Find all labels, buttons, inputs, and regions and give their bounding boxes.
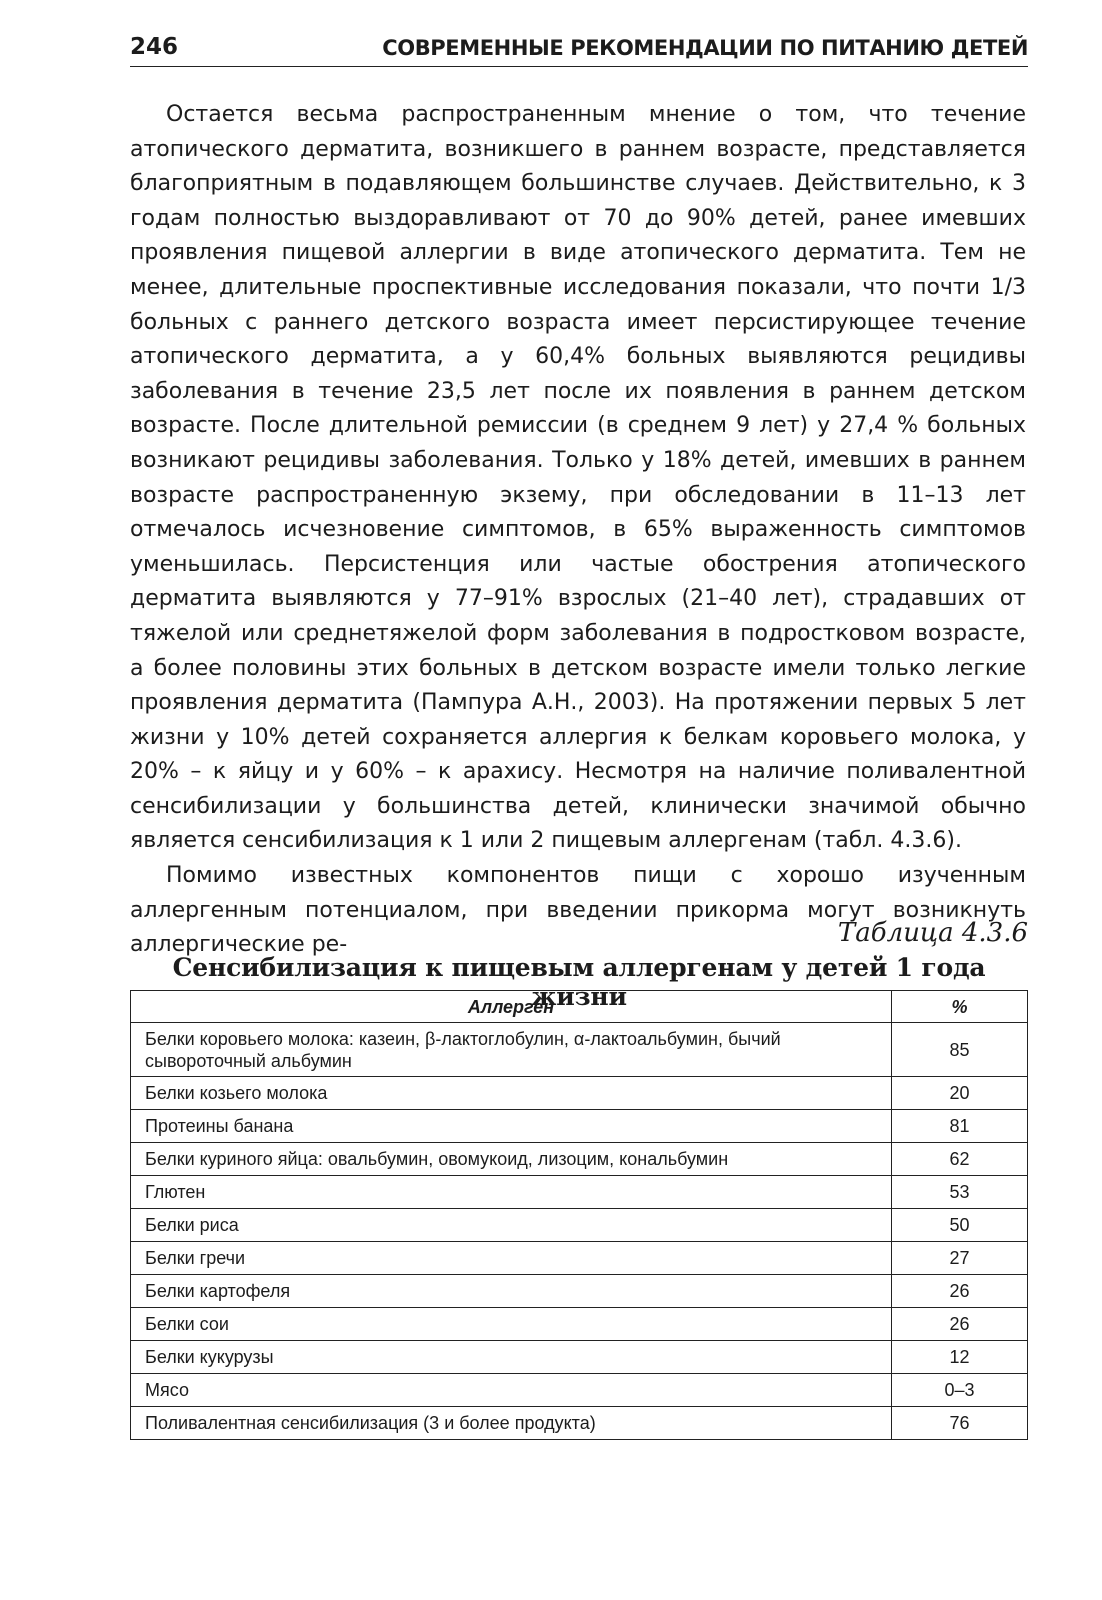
table-header-row [131,991,1028,1023]
percent-cell: 62 [892,1143,1028,1176]
percent-cell: 27 [892,1242,1028,1275]
page-number: 246 [130,34,179,60]
table-row [131,1176,1028,1209]
body-text [130,98,1026,963]
table-title: Сенсибилизация к пищевым аллергенам у детей 1 года жизни [172,953,986,1011]
table-row [131,1143,1028,1176]
percent-cell: 81 [892,1110,1028,1143]
allergen-cell: Поливалентная сенсибилизация (3 и более продукта) [131,1407,892,1440]
percent-cell: 12 [892,1341,1028,1374]
percent-cell: 26 [892,1275,1028,1308]
column-header-allergen: Аллерген [131,991,892,1023]
allergen-cell: Белки кукурузы [131,1341,892,1374]
page-header [130,32,1028,67]
allergen-cell: Белки гречи [131,1242,892,1275]
allergen-table [130,990,1028,1440]
allergen-cell: Белки козьего молока [131,1077,892,1110]
allergen-cell: Белки риса [131,1209,892,1242]
percent-cell: 0–3 [892,1374,1028,1407]
running-title: СОВРЕМЕННЫЕ РЕКОМЕНДАЦИИ ПО ПИТАНИЮ ДЕТЕЙ [382,36,1028,60]
percent-cell: 20 [892,1077,1028,1110]
allergen-cell: Белки куриного яйца: овальбумин, овомукоид, лизоцим, кональбумин [131,1143,892,1176]
table-row [131,1374,1028,1407]
allergen-cell: Мясо [131,1374,892,1407]
paragraph: Помимо известных компонентов пищи с хорошо изученным аллергенным потенциалом, при введении прикорма могут возникнуть аллергические ре- [130,863,1026,958]
allergen-cell: Глютен [131,1176,892,1209]
column-header-percent: % [892,991,1028,1023]
table-row [131,1209,1028,1242]
paragraph: Остается весьма распространенным мнение о том, что течение атопического дерматита, возникшего в раннем возрасте, представляется благоприятным в подавляющем большинстве случаев. Действительно, к 3 годам полностью выздоравливают от 70 до 90% детей, ранее имевших проявления пищевой аллергии в виде атопического дерматита. Тем не менее, длительные проспективные исследования показали, что почти 1/3 больных с раннего детского возраста имеет персистирующее течение атопического дерматита, а у 60,4% больных выявляются рецидивы заболевания в течение 23,5 лет после их появления в раннем детском возрасте. После длительной ремиссии (в среднем 9 лет) у 27,4 % больных возникают рецидивы заболевания. Только у 18% детей, имевших в раннем возрасте распространенную экзему, при обследовании в 11–13 лет отмечалось исчезновение симптомов, в 65% выраженность симптомов уменьшилась. Персистенция или частые обострения атопического дерматита выявляются у 77–91% взрослых (21–40 лет), страдавших от тяжелой или среднетяжелой форм заболевания в подростковом возрасте, а более половины этих больных в детском возрасте имели только легкие проявления дерматита (Пампура А.Н., 2003). На протяжении первых 5 лет жизни у 10% детей сохраняется аллергия к белкам коровьего молока, у 20% – к яйцу и у 60% – к арахису. Несмотря на наличие поливалентной сенсибилизации у большинства детей, клинически значимой обычно является сенсибилизация к 1 или 2 пищевым аллергенам (табл. 4.3.6). [130,102,1026,854]
table-row [131,1023,1028,1077]
percent-cell: 85 [892,1023,1028,1077]
allergen-cell: Белки сои [131,1308,892,1341]
table-row [131,1242,1028,1275]
table-row [131,1077,1028,1110]
table-row [131,1407,1028,1440]
allergen-cell: Белки коровьего молока: казеин, β-лактоглобулин, α-лактоальбумин, бычий сывороточный альбумин [131,1023,892,1077]
percent-cell: 26 [892,1308,1028,1341]
allergen-cell: Протеины банана [131,1110,892,1143]
percent-cell: 76 [892,1407,1028,1440]
percent-cell: 50 [892,1209,1028,1242]
table-row [131,1275,1028,1308]
table-row [131,1341,1028,1374]
table-row [131,1308,1028,1341]
percent-cell: 53 [892,1176,1028,1209]
table-label: Таблица 4.3.6 [837,918,1028,948]
table-row [131,1110,1028,1143]
allergen-cell: Белки картофеля [131,1275,892,1308]
